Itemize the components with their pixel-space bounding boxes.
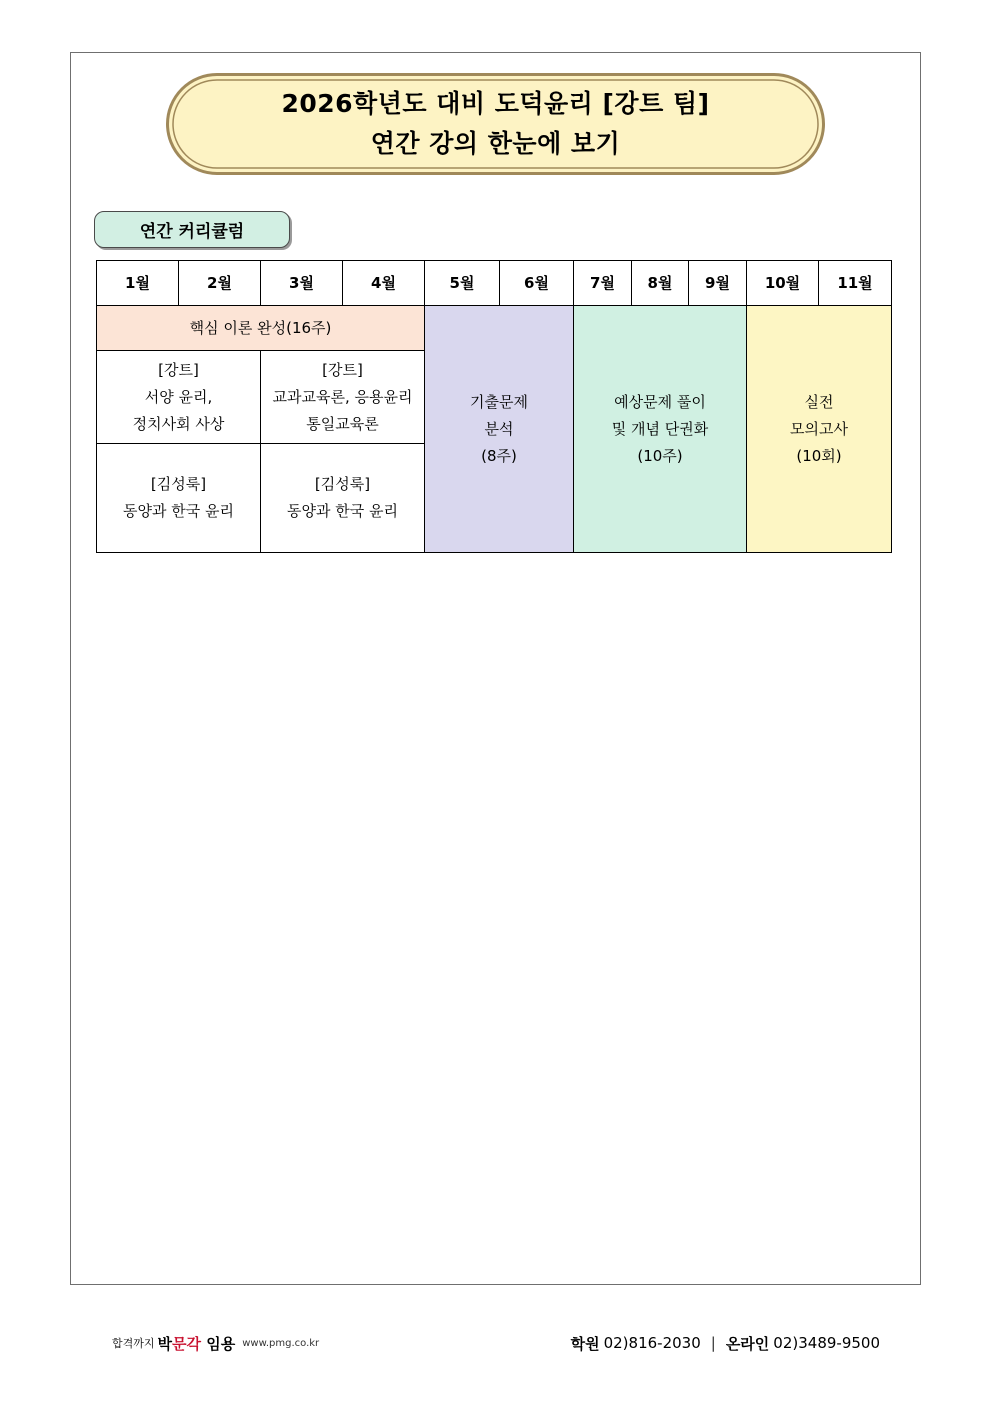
- core-cell-eastern-ethics-b: [261, 444, 425, 553]
- month-cell: 4월: [343, 261, 425, 306]
- month-cell: 1월: [97, 261, 179, 306]
- instructor-label: [강트]: [322, 360, 363, 379]
- core-cell-western-ethics: [97, 351, 261, 444]
- month-cell: 5월: [425, 261, 500, 306]
- prediction-line-3: (10주): [637, 446, 683, 465]
- brand-part-red: 문각: [172, 1334, 201, 1353]
- course-line: 정치사회 사상: [132, 414, 225, 433]
- title-line-2: 연간 강의 한눈에 보기: [370, 129, 621, 158]
- practice-line-3: (10회): [796, 446, 842, 465]
- core-theory-label: 핵심 이론 완성(16주): [189, 318, 332, 337]
- footer-slogan: 합격까지: [112, 1337, 155, 1350]
- past-exam-line-3: (8주): [481, 446, 517, 465]
- month-cell: 6월: [500, 261, 574, 306]
- practice-line-1: 실전: [804, 392, 834, 411]
- title-banner: [166, 73, 825, 175]
- curriculum-table: [96, 260, 892, 553]
- month-cell: 9월: [689, 261, 747, 306]
- academy-label: 학원: [570, 1334, 600, 1353]
- instructor-label: [김성룩]: [314, 475, 371, 493]
- month-header-row: [97, 261, 892, 306]
- practice-line-2: 모의고사: [790, 419, 848, 438]
- core-theory-header: [97, 306, 425, 351]
- prediction-line-1: 예상문제 풀이: [614, 392, 706, 411]
- course-line: 통일교육론: [306, 414, 379, 433]
- footer-separator: |: [710, 1334, 716, 1352]
- core-cell-education: [261, 351, 425, 444]
- online-phone: 02)3489-9500: [773, 1334, 880, 1352]
- section-tag: 연간 커리큘럼: [94, 211, 290, 248]
- prediction-cell: [574, 306, 747, 553]
- prediction-line-2: 및 개념 단권화: [611, 419, 709, 438]
- month-cell: 10월: [747, 261, 819, 306]
- footer-contacts: [571, 1330, 880, 1356]
- month-cell: 2월: [179, 261, 261, 306]
- brand-part: 임용: [206, 1334, 236, 1353]
- title-line-1: 2026학년도 대비 도덕윤리 [강트 팀]: [281, 89, 710, 118]
- course-line: 교과교육론, 응용윤리: [272, 387, 413, 406]
- instructor-label: [강트]: [158, 360, 199, 379]
- brand-logo: [158, 1333, 236, 1354]
- month-cell: 3월: [261, 261, 343, 306]
- past-exam-line-2: 분석: [484, 419, 514, 438]
- core-cell-eastern-ethics-a: [97, 444, 261, 553]
- instructor-label: [김성룩]: [150, 475, 207, 493]
- month-cell: 11월: [819, 261, 892, 306]
- brand-part: 박: [157, 1334, 173, 1353]
- online-label: 온라인: [725, 1334, 770, 1353]
- course-line: 동양과 한국 윤리: [287, 502, 398, 520]
- footer-url: www.pmg.co.kr: [242, 1337, 320, 1349]
- past-exam-line-1: 기출문제: [470, 392, 528, 411]
- past-exam-cell: [425, 306, 574, 553]
- practice-exam-cell: [747, 306, 892, 553]
- course-line: 서양 윤리,: [144, 387, 213, 406]
- footer-logo: [112, 1330, 319, 1356]
- month-cell: 7월: [574, 261, 632, 306]
- academy-phone: 02)816-2030: [603, 1334, 701, 1352]
- month-cell: 8월: [632, 261, 689, 306]
- course-line: 동양과 한국 윤리: [123, 502, 234, 520]
